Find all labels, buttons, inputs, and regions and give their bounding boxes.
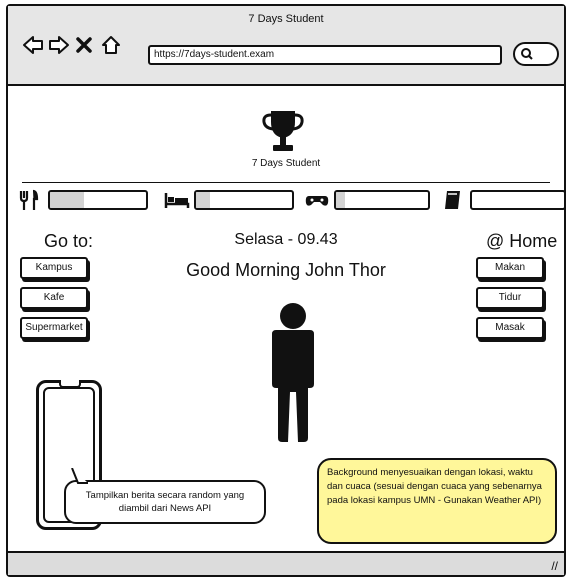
nav-controls bbox=[22, 34, 120, 56]
phone-notch bbox=[59, 380, 81, 388]
status-bar bbox=[8, 551, 564, 575]
sleep-bar bbox=[194, 190, 294, 210]
arrow-left-icon[interactable] bbox=[22, 34, 42, 56]
weather-note: Background menyesuaikan dengan lokasi, waktu dan cuaca (sesuai dengan cuaca yang sebenarnya pada lokasi kampus UMN - Gunakan Weather API) bbox=[317, 458, 557, 544]
news-bubble bbox=[64, 480, 266, 524]
goto-kafe-button[interactable]: Kafe bbox=[20, 287, 88, 309]
tidur-button[interactable]: Tidur bbox=[476, 287, 544, 309]
day-time: Selasa - 09.43 bbox=[234, 231, 338, 248]
divider bbox=[22, 182, 550, 183]
close-icon[interactable] bbox=[74, 34, 94, 56]
home-label: @ Home bbox=[486, 231, 558, 251]
search-icon bbox=[520, 47, 534, 61]
fun-bar bbox=[334, 190, 430, 210]
greeting: Good Morning John Thor bbox=[186, 260, 386, 280]
bed-icon bbox=[164, 189, 190, 211]
app-name: 7 Days Student bbox=[251, 158, 321, 169]
bubble-tail bbox=[70, 468, 90, 484]
browser-chrome bbox=[8, 6, 564, 86]
masak-button[interactable]: Masak bbox=[476, 317, 544, 339]
makan-button[interactable]: Makan bbox=[476, 257, 544, 279]
goto-label: Go to: bbox=[44, 231, 94, 251]
browser-window bbox=[6, 4, 566, 577]
person-icon bbox=[262, 302, 324, 442]
arrow-right-icon[interactable] bbox=[48, 34, 68, 56]
goto-supermarket-button[interactable]: Supermarket bbox=[20, 317, 88, 339]
food-bar bbox=[48, 190, 148, 210]
news-text: Tampilkan berita secara random yang diambil dari News API bbox=[85, 490, 245, 514]
url-input[interactable]: https://7days-student.exam bbox=[148, 45, 502, 65]
goto-kampus-button[interactable]: Kampus bbox=[20, 257, 88, 279]
book-icon bbox=[442, 189, 464, 211]
window-title: 7 Days Student bbox=[248, 13, 324, 25]
resize-handle-icon[interactable]: // bbox=[551, 559, 558, 573]
food-icon bbox=[18, 189, 40, 211]
gamepad-icon bbox=[304, 189, 330, 211]
home-icon[interactable] bbox=[100, 34, 120, 56]
search-button[interactable] bbox=[513, 42, 559, 66]
study-bar bbox=[470, 190, 566, 210]
trophy-icon bbox=[262, 108, 304, 154]
